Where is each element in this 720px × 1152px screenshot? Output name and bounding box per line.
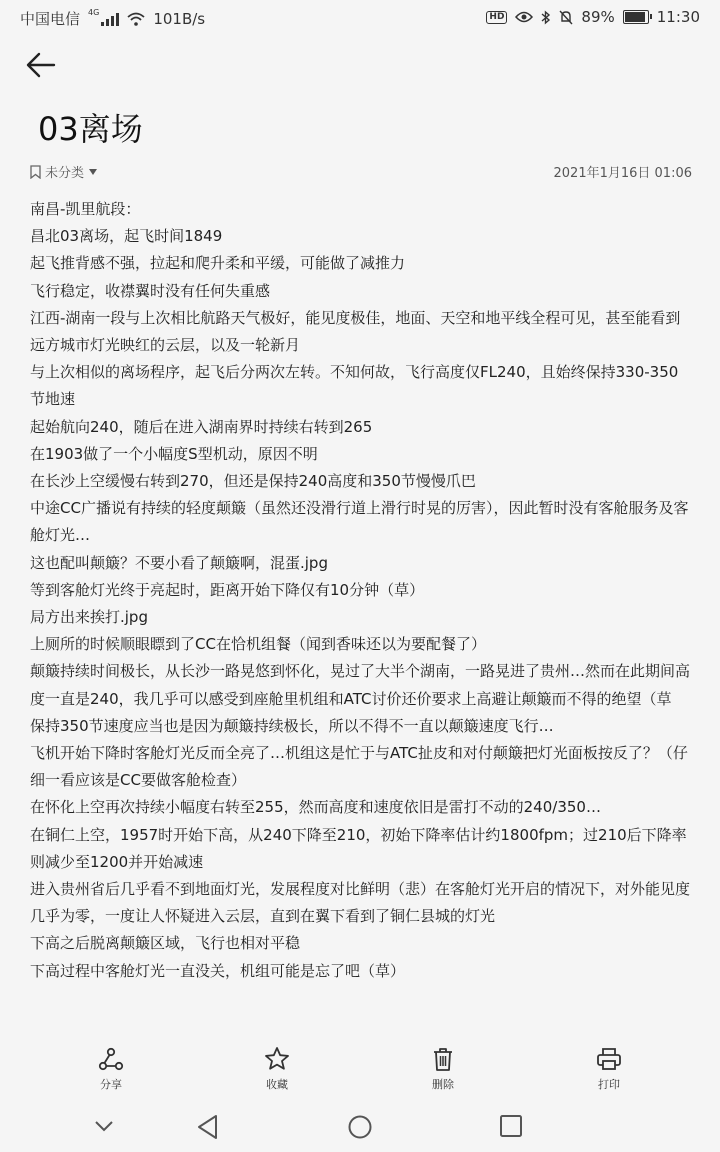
nav-recents-button[interactable] — [499, 1114, 523, 1142]
note-line: 江西-湖南一段与上次相比航路天气极好，能见度极佳，地面、天空和地平线全程可见，甚至能看到远方城市灯光映红的云层，以及一轮新月 — [30, 308, 681, 355]
note-line: 进入贵州省后几乎看不到地面灯光，发展程度对比鲜明（悲）在客舱灯光开启的情况下，对外能见度几乎为零，一度让人怀疑进入云层，直到在翼下看到了铜仁县城的灯光 — [30, 880, 691, 926]
note-line: 中途CC广播说有持续的轻度颠簸（虽然还没滑行道上滑行时晃的厉害），因此暂时没有客舱服务及客舱灯光… — [30, 499, 689, 545]
print-label: 打印 — [598, 1078, 620, 1091]
note-line: 起飞推背感不强，拉起和爬升柔和平缓，可能做了减推力 — [30, 254, 406, 273]
note-title: 03离场 — [38, 110, 143, 148]
wifi-icon — [127, 12, 145, 26]
arrow-left-icon — [24, 50, 58, 80]
note-line: 在长沙上空缓慢右转到270，但还是保持240高度和350节慢慢爪巴 — [30, 472, 476, 491]
chevron-down-icon — [92, 1118, 116, 1134]
circle-home-icon — [347, 1114, 373, 1140]
battery-percent: 89% — [581, 8, 615, 26]
clock: 11:30 — [656, 8, 700, 26]
delete-label: 删除 — [432, 1078, 454, 1091]
hd-badge: HD — [486, 11, 507, 24]
favorite-label: 收藏 — [266, 1078, 288, 1091]
trash-icon — [430, 1046, 456, 1072]
share-label: 分享 — [100, 1078, 122, 1091]
note-body[interactable] — [30, 196, 692, 1038]
note-date: 2021年1月16日 01:06 — [553, 166, 692, 181]
share-icon — [98, 1046, 124, 1072]
note-line: 在怀化上空再次持续小幅度右转至255，然而高度和速度依旧是雷打不动的240/350… — [30, 798, 601, 817]
back-button[interactable] — [24, 50, 58, 80]
note-line: 保持350节速度应当也是因为颠簸持续极长，所以不得不一直以颠簸速度飞行… — [30, 716, 554, 735]
note-line: 飞行稳定，收襟翼时没有任何失重感 — [30, 281, 271, 300]
nav-back-button[interactable] — [196, 1114, 220, 1144]
note-line: 在1903做了一个小幅度S型机动，原因不明 — [30, 444, 318, 463]
note-line: 下高之后脱离颠簸区域，飞行也相对平稳 — [30, 934, 301, 953]
note-line: 飞机开始下降时客舱灯光反而全亮了…机组这是忙于与ATC扯皮和对付颠簸把灯光面板按反了？（仔细一看应该是CC要做客舱检查） — [30, 744, 688, 790]
caret-down-icon — [88, 168, 98, 176]
network-badge: 4G — [88, 8, 100, 17]
note-line: 这也配叫颠簸？不要小看了颠簸啊，混蛋.jpg — [30, 553, 328, 572]
carrier-name: 中国电信 — [20, 10, 81, 28]
nav-collapse-button[interactable] — [92, 1118, 116, 1138]
nav-home-button[interactable] — [347, 1114, 373, 1144]
square-recents-icon — [499, 1114, 523, 1138]
note-line: 昌北03离场，起飞时间1849 — [30, 227, 223, 246]
note-line: 与上次相似的离场程序，起飞后分两次左转。不知何故，飞行高度仅FL240，且始终保持330-350节地速 — [30, 363, 679, 409]
bluetooth-icon — [541, 10, 551, 25]
network-speed: 101B/s — [153, 9, 206, 28]
signal-icon — [101, 12, 119, 26]
note-line: 颠簸持续时间极长，从长沙一路晃悠到怀化，晃过了大半个湖南，一路晃进了贵州…然而在此期间高度一直是240，我几乎可以感受到座舱里机组和ATC讨价还价要求上高避让颠簸而不得的绝望（草 — [30, 662, 691, 708]
favorite-button[interactable] — [232, 1046, 322, 1092]
note-line: 南昌-凯里航段： — [30, 200, 141, 218]
mute-bell-icon — [559, 10, 573, 25]
print-button[interactable] — [564, 1046, 654, 1092]
triangle-back-icon — [196, 1114, 220, 1140]
eye-icon — [515, 11, 533, 23]
note-line: 下高过程中客舱灯光一直没关，机组可能是忘了吧（草） — [30, 961, 406, 980]
status-bar — [0, 0, 720, 34]
delete-button[interactable] — [398, 1046, 488, 1092]
printer-icon — [596, 1046, 622, 1072]
system-nav-bar — [0, 1104, 720, 1152]
note-line: 起始航向240，随后在进入湖南界时持续右转到265 — [30, 417, 373, 436]
note-line: 局方出来挨打.jpg — [30, 608, 148, 627]
note-line: 在铜仁上空，1957时开始下高，从240下降至210，初始下降率估计约1800fpm；过210后下降率则减少至1200并开始减速 — [30, 825, 687, 871]
note-line: 上厕所的时候顺眼瞟到了CC在恰机组餐（闻到香味还以为要配餐了） — [30, 635, 486, 654]
share-button[interactable] — [66, 1046, 156, 1092]
category-label: 未分类 — [45, 166, 85, 181]
battery-icon — [623, 10, 649, 24]
bookmark-icon — [30, 165, 41, 179]
bottom-toolbar — [0, 1040, 720, 1104]
note-meta — [30, 162, 692, 182]
category-selector[interactable] — [30, 162, 98, 181]
star-icon — [264, 1046, 290, 1072]
note-line: 等到客舱灯光终于亮起时，距离开始下降仅有10分钟（草） — [30, 580, 425, 599]
